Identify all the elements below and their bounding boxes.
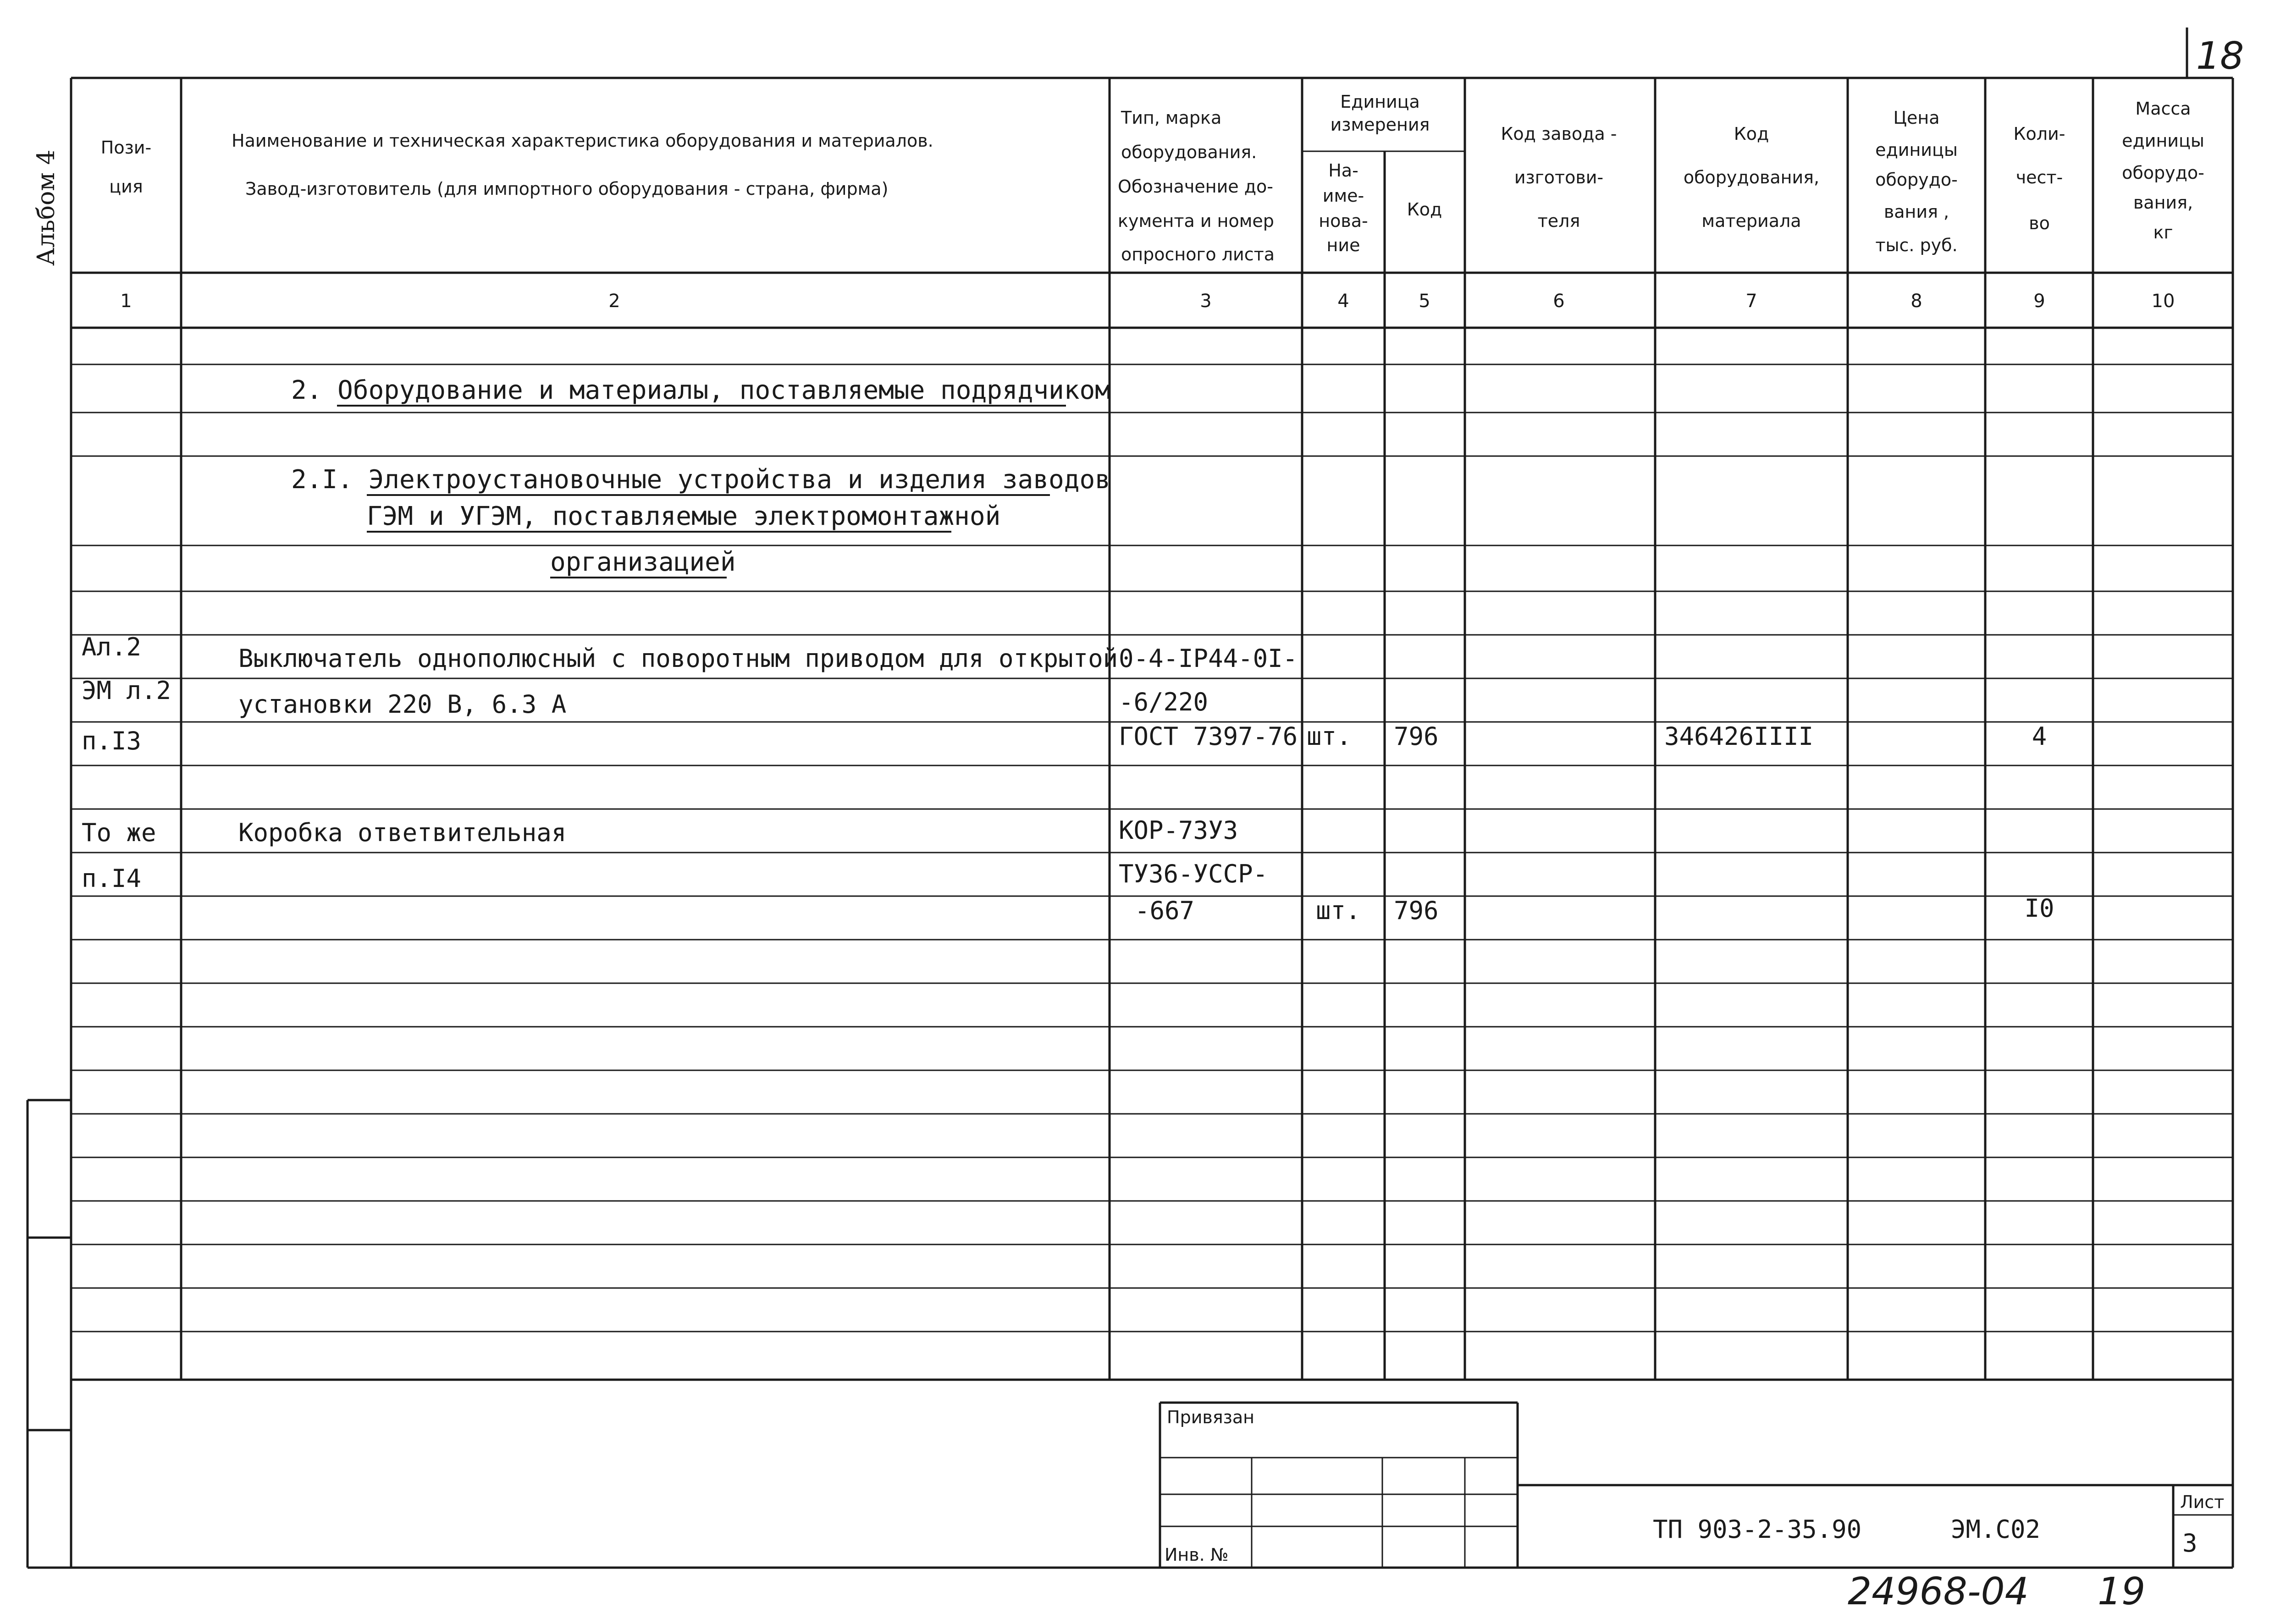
hdr-type-l1: Тип, марка (1121, 108, 1222, 128)
hdr-price-l5: тыс. руб. (1875, 235, 1958, 255)
hdr-unit-l1: Единица (1340, 92, 1420, 112)
hdr-mass-l5: кг (2153, 222, 2173, 242)
col-num: 3 (1200, 291, 1212, 312)
stamp-sheet-label: Лист (2180, 1492, 2225, 1512)
corner-sheet-number: 18 (2196, 34, 2244, 78)
hdr-unitname-l1: На- (1328, 160, 1358, 181)
hdr-unit-l2: измерения (1330, 115, 1430, 135)
section-21-title-l1: 2.I. Электроустановочные устройства и изделия заводов (291, 465, 1110, 495)
row-type: КОР-73УЗ (1119, 816, 1238, 845)
row-position: То же (82, 818, 156, 847)
hdr-name-l2: Завод-изготовитель (для импортного оборудования - страна, фирма) (245, 179, 889, 199)
row-type: ТУ36-УССР- (1119, 859, 1268, 888)
hdr-plant-l3: теля (1537, 211, 1580, 231)
col-num: 5 (1419, 291, 1430, 312)
hdr-mass-l1: Масса (2135, 99, 2191, 119)
row-unit: шт. (1307, 722, 1352, 751)
hdr-price-l1: Цена (1893, 108, 1940, 128)
hdr-plant-l1: Код завода - (1501, 124, 1617, 144)
row-unit-code: 796 (1394, 722, 1439, 751)
row-position: Ал.2 (82, 633, 142, 661)
hdr-position-l1: Пози- (100, 138, 152, 158)
hdr-unitname-l4: ние (1326, 235, 1360, 255)
stamp-sheet-value: 3 (2182, 1529, 2198, 1558)
col-num: 7 (1745, 291, 1757, 312)
col-num: 2 (608, 291, 620, 312)
item-rows (82, 633, 2054, 925)
hdr-code-l3: материала (1701, 211, 1801, 231)
hdr-code-l1: Код (1734, 124, 1769, 144)
col-num: 10 (2151, 291, 2175, 312)
col-num: 9 (2033, 291, 2045, 312)
col-num: 4 (1337, 291, 1349, 312)
stamp-linked: Привязан (1167, 1407, 1254, 1427)
row-type: -667 (1135, 896, 1195, 925)
hdr-type-l3: Обозначение до- (1118, 176, 1273, 197)
hdr-qty-l3: во (2029, 213, 2050, 233)
side-album-label: Альбом 4 (33, 149, 60, 266)
hdr-qty-l2: чест- (2015, 167, 2063, 187)
hdr-code-l2: оборудования, (1683, 167, 1820, 187)
row-position: п.I4 (82, 864, 142, 893)
stamp-inv: Инв. № (1165, 1545, 1229, 1565)
title-block (1160, 1403, 2233, 1568)
row-position: ЭМ л.2 (82, 676, 171, 705)
table-header (101, 92, 2204, 264)
row-unit: шт. (1316, 896, 1361, 925)
section-headings (291, 375, 1110, 578)
hdr-price-l3: оборудо- (1875, 170, 1958, 190)
row-name: установки 220 В, 6.3 А (238, 690, 567, 719)
corner-number-box (2187, 28, 2244, 78)
hdr-type-l5: опросного листа (1121, 244, 1275, 264)
hdr-mass-l4: вания, (2133, 193, 2193, 213)
hdr-qty-l1: Коли- (2013, 124, 2065, 144)
left-margin-stamp (28, 1100, 71, 1568)
footer-page-number: 19 (2098, 1570, 2146, 1613)
row-name: Выключатель однополюсный с поворотным приводом для открытой (238, 644, 1118, 673)
hdr-unitname-l3: нова- (1319, 211, 1368, 231)
hdr-unitname-l2: име- (1322, 186, 1364, 206)
hdr-price-l2: единицы (1875, 140, 1958, 160)
row-position: п.I3 (82, 727, 142, 755)
stamp-doc-code: ЭМ.С02 (1951, 1515, 2041, 1544)
row-quantity: 4 (2032, 722, 2047, 751)
col-num: 1 (120, 291, 132, 312)
section-2-title: 2. Оборудование и материалы, поставляемые подрядчиком (291, 375, 1110, 405)
row-type: 0-4-IP44-0I- (1119, 644, 1298, 673)
hdr-name-l1: Наименование и техническая характеристика оборудования и материалов. (232, 131, 933, 151)
row-quantity: I0 (2024, 894, 2054, 923)
hdr-unitcode: Код (1407, 199, 1442, 220)
hdr-mass-l3: оборудо- (2122, 163, 2204, 183)
hdr-plant-l2: изготови- (1514, 167, 1604, 187)
hdr-price-l4: вания , (1883, 202, 1949, 222)
row-type: -6/220 (1119, 688, 1209, 716)
hdr-position-l2: ция (109, 176, 143, 197)
col-num: 6 (1553, 291, 1565, 312)
row-type: ГОСТ 7397-76 (1119, 722, 1298, 751)
hdr-type-l2: оборудования. (1121, 142, 1257, 162)
row-name: Коробка ответвительная (238, 818, 567, 847)
hdr-type-l4: кумента и номер (1118, 211, 1274, 231)
section-21-title-l3: организацией (550, 547, 736, 577)
column-number-row (120, 291, 2175, 312)
section-21-title-l2: ГЭМ и УГЭМ, поставляемые электромонтажной (367, 501, 1001, 531)
col-num: 8 (1911, 291, 1922, 312)
stamp-doc-number: ТП 903-2-35.90 (1653, 1515, 1862, 1544)
row-unit-code: 796 (1394, 896, 1439, 925)
footer-inventory-number: 24968-04 (1848, 1570, 2029, 1613)
hdr-mass-l2: единицы (2122, 131, 2204, 151)
row-material-code: 346426IIII (1664, 722, 1814, 751)
